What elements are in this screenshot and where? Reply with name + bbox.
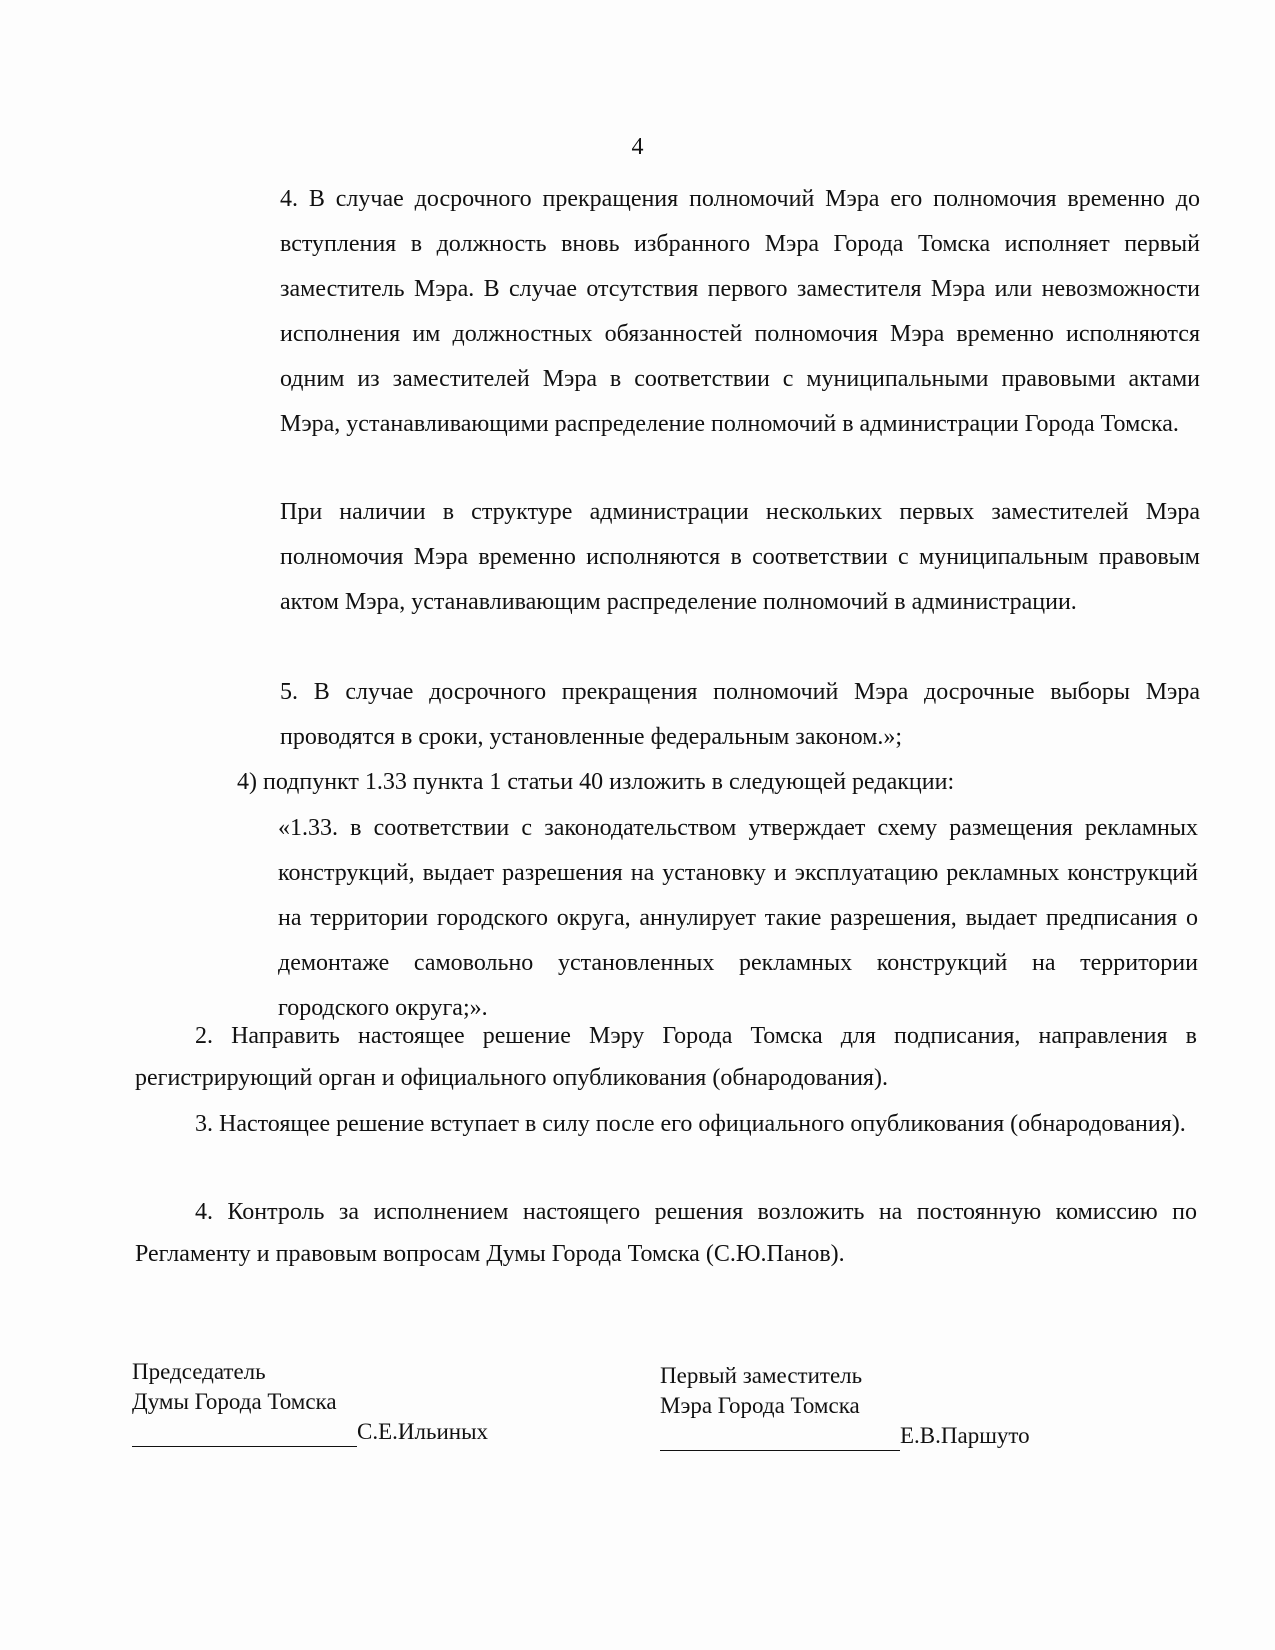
paragraph-4-part2: При наличии в структуре администрации нескольких первых заместителей Мэра полномочия Мэра временно исполняются в соответствии с муниципальным правовым актом Мэра, устанавливающим распределение полномочий в администрации. [280,499,1200,615]
signature-block-left [132,1357,552,1447]
signature-line-row [660,1421,1120,1451]
clause-3: 3. Настоящее решение вступает в силу после его официального опубликования (обнародования). [195,1111,1186,1137]
clause-4: 4. Контроль за исполнением настоящего решения возложить на постоянную комиссию по Регламенту и правовым вопросам Думы Города Томска (С.Ю.Панов). [135,1199,1197,1267]
signature-line [132,1424,357,1447]
page-number: 4 [631,134,644,160]
list-item-4: 4) подпункт 1.33 пункта 1 статьи 40 изложить в следующей редакции: [237,769,955,795]
signatory-title-line1: Председатель [132,1359,266,1384]
clause-2: 2. Направить настоящее решение Мэру Города Томска для подписания, направления в регистрирующий орган и официального опубликования (обнародования). [135,1023,1197,1091]
signatory-title-line2: Думы Города Томска [132,1389,337,1414]
quote-1-33: «1.33. в соответствии с законодательством утверждает схему размещения рекламных конструкций, выдает разрешения на установку и эксплуатацию рекламных конструкций на территории городского округа, аннулирует такие разрешения, выдает предписания о демонтаже самовольно установленных рекламных конструкций на территории городского округа;». [278,815,1198,1021]
signatory-name: Е.В.Паршуто [900,1423,1030,1448]
signature-block-right [660,1361,1120,1451]
signature-line [660,1428,900,1451]
signatory-title-line2: Мэра Города Томска [660,1393,860,1418]
signatory-title-line1: Первый заместитель [660,1363,863,1388]
paragraph-5: 5. В случае досрочного прекращения полномочий Мэра досрочные выборы Мэра проводятся в сроки, установленные федеральным законом.»; [280,679,1200,750]
signatory-name: С.Е.Ильиных [357,1419,489,1444]
signature-line-row [132,1417,552,1447]
paragraph-4-part1: 4. В случае досрочного прекращения полномочий Мэра его полномочия временно до вступления в должность вновь избранного Мэра Города Томска исполняет первый заместитель Мэра. В случае отсутствия первого заместителя Мэра или невозможности исполнения им должностных обязанностей полномочия Мэра временно исполняются одним из заместителей Мэра в соответствии с муниципальными правовыми актами Мэра, устанавливающими распределение полномочий в администрации Города Томска. [280,186,1200,437]
